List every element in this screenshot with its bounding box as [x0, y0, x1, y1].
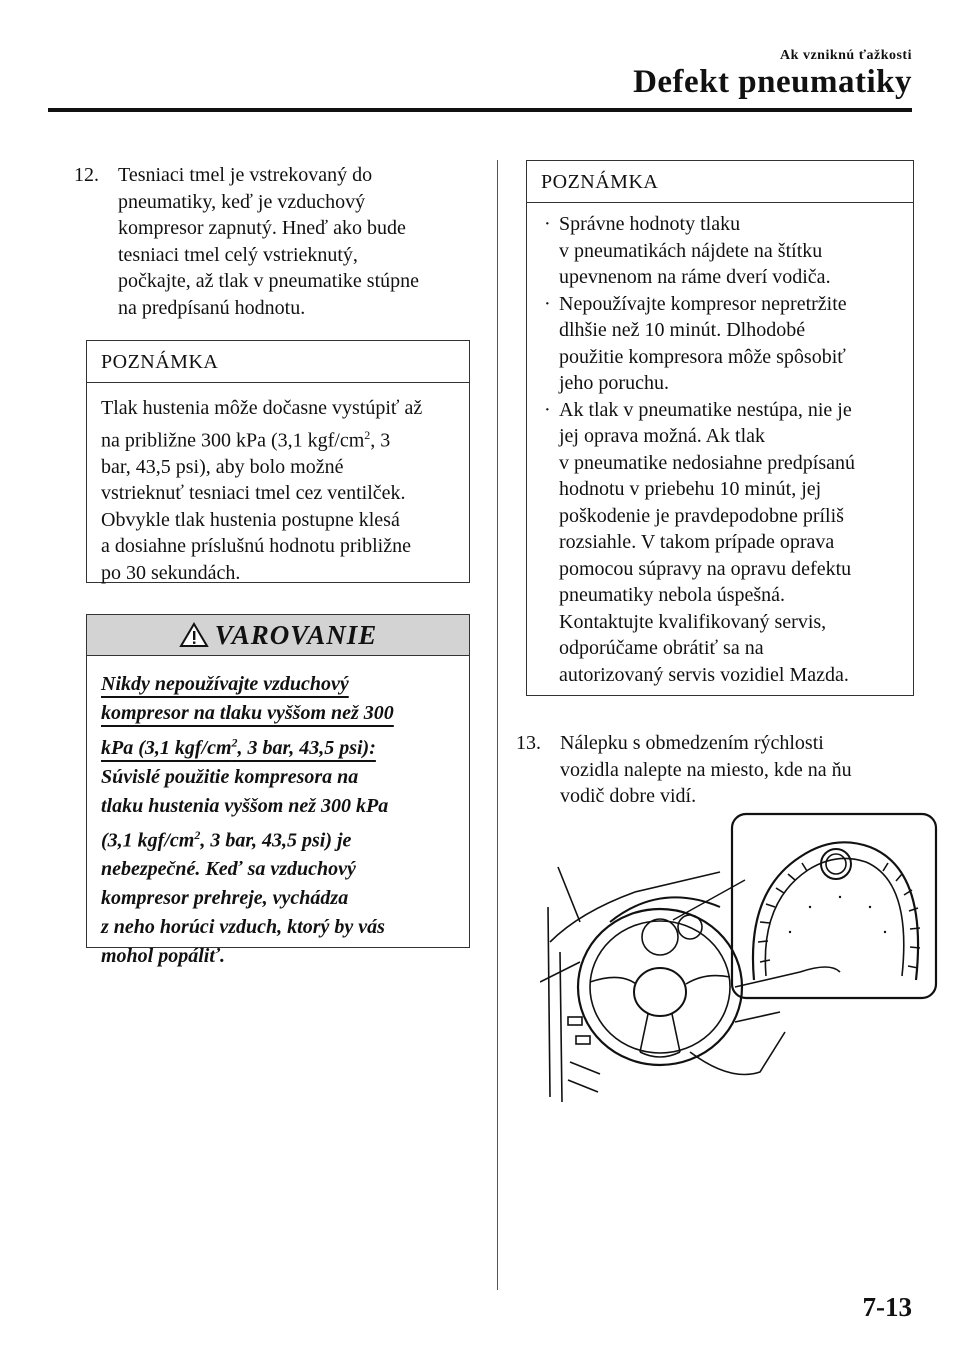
bullet-line: v pneumatikách nájdete na štítku: [559, 239, 823, 262]
bullet-line: Kontaktujte kvalifikovaný servis,: [559, 610, 827, 633]
column-divider: [497, 160, 498, 1290]
warning-triangle-icon: [179, 622, 209, 648]
warning-line: [101, 821, 451, 856]
warning-line: nebezpečné. Keď sa vzduchový: [101, 858, 356, 881]
bullet-line: upevnenom na ráme dverí vodiča.: [559, 266, 831, 288]
page-title: Defekt pneumatiky: [633, 64, 912, 100]
note-line: Tlak hustenia môže dočasne vystúpiť až: [101, 397, 423, 419]
bullet-line: pomocou súpravy na opravu defektu: [559, 557, 852, 580]
bullet-item: [541, 211, 899, 291]
superscript: 2: [194, 827, 201, 842]
warning-text: (3,1 kgf/cm: [101, 829, 195, 852]
warning-title: VAROVANIE: [214, 619, 378, 650]
step-number: 13.: [516, 732, 541, 754]
step-line: na predpísanú hodnotu.: [118, 296, 306, 319]
bullet-line: použitie kompresora môže spôsobiť: [559, 345, 846, 368]
speed-sticker-illustration: [540, 812, 940, 1102]
page-number: 7-13: [862, 1292, 912, 1322]
note-box: [86, 340, 470, 583]
bullet-line: pneumatiky nebola úspešná.: [559, 584, 786, 606]
section-label: Ak vzniknú ťažkosti: [780, 48, 912, 63]
bullet-line: hodnotu v priebehu 10 minút, jej: [559, 478, 822, 500]
note-line: vstrieknuť tesniaci tmel cez ventilček.: [101, 482, 406, 505]
note-box-2: [526, 160, 914, 696]
bullet-line: Nepoužívajte kompresor nepretržite: [559, 292, 847, 315]
bullet-line: poškodenie je pravdepodobne príliš: [559, 504, 844, 527]
step-line: tesniaci tmel celý vstrieknutý,: [118, 243, 358, 266]
step-13: [516, 730, 926, 810]
underlined-text: [101, 737, 376, 759]
warning-line: [101, 699, 451, 728]
step-line: vodič dobre vidí.: [560, 785, 697, 807]
warning-text: , 3 bar, 43,5 psi):: [237, 736, 376, 759]
warning-line: z neho horúci vzduch, ktorý by vás: [101, 916, 385, 939]
note-line: po 30 sekundách.: [101, 561, 241, 584]
header-rule: [48, 108, 912, 112]
underlined-text: kompresor na tlaku vyššom než 300: [101, 702, 394, 724]
step-line: kompresor zapnutý. Hneď ako bude: [118, 217, 406, 239]
superscript: 2: [364, 427, 371, 442]
bullet-item: [541, 291, 899, 397]
warning-line: mohol popáliť.: [101, 945, 225, 968]
underlined-text: Nikdy nepoužívajte vzduchový: [101, 673, 349, 695]
note-line: bar, 43,5 psi), aby bolo možné: [101, 455, 344, 478]
bullet-line: v pneumatike nedosiahne predpísanú: [559, 451, 856, 474]
note-body: [87, 383, 469, 596]
warning-line: [101, 728, 451, 763]
bullet-line: dlhšie než 10 minút. Dlhodobé: [559, 319, 806, 341]
bullet-dot-icon: ·: [544, 398, 551, 421]
warning-line: Súvislé použitie kompresora na: [101, 765, 359, 788]
bullet-line: odporúčame obrátiť sa na: [559, 637, 764, 659]
superscript: 2: [231, 735, 238, 749]
warning-text: kPa (3,1 kgf/cm: [101, 736, 232, 759]
warning-text: , 3 bar, 43,5 psi) je: [200, 829, 352, 852]
note-heading: POZNÁMKA: [527, 161, 913, 203]
note-line: [101, 422, 455, 454]
bullet-line: jeho poruchu.: [559, 372, 669, 394]
bullet-dot-icon: ·: [544, 292, 551, 315]
warning-body: [87, 656, 469, 981]
bullet-line: rozsiahle. V takom prípade oprava: [559, 531, 835, 553]
warning-header: [87, 615, 469, 656]
warning-box: [86, 614, 470, 968]
note-line: Obvykle tlak hustenia postupne klesá: [101, 508, 400, 531]
step-12: [74, 162, 484, 321]
note-heading: POZNÁMKA: [87, 341, 469, 383]
note-body: [527, 203, 913, 698]
step-number: 12.: [74, 164, 99, 186]
note-text: , 3: [370, 429, 391, 452]
bullet-line: jej oprava možná. Ak tlak: [559, 425, 766, 447]
warning-line: tlaku hustenia vyššom než 300 kPa: [101, 794, 389, 817]
step-line: pneumatiky, keď je vzduchový: [118, 190, 366, 213]
step-line: vozidla nalepte na miesto, kde na ňu: [560, 758, 852, 781]
warning-line: [101, 670, 451, 699]
bullet-dot-icon: ·: [544, 213, 551, 235]
note-line: a dosiahne príslušnú hodnotu približne: [101, 535, 411, 558]
step-line: Tesniaci tmel je vstrekovaný do: [118, 164, 373, 186]
bullet-line: Správne hodnoty tlaku: [559, 213, 741, 235]
step-line: Nálepku s obmedzením rýchlosti: [560, 732, 824, 754]
bullet-line: autorizovaný servis vozidiel Mazda.: [559, 663, 849, 686]
note-text: na približne 300 kPa (3,1 kgf/cm: [101, 429, 365, 452]
warning-line: kompresor prehreje, vychádza: [101, 887, 349, 910]
bullet-line: Ak tlak v pneumatike nestúpa, nie je: [559, 398, 852, 421]
bullet-item: [541, 397, 899, 689]
step-line: počkajte, až tlak v pneumatike stúpne: [118, 270, 420, 292]
